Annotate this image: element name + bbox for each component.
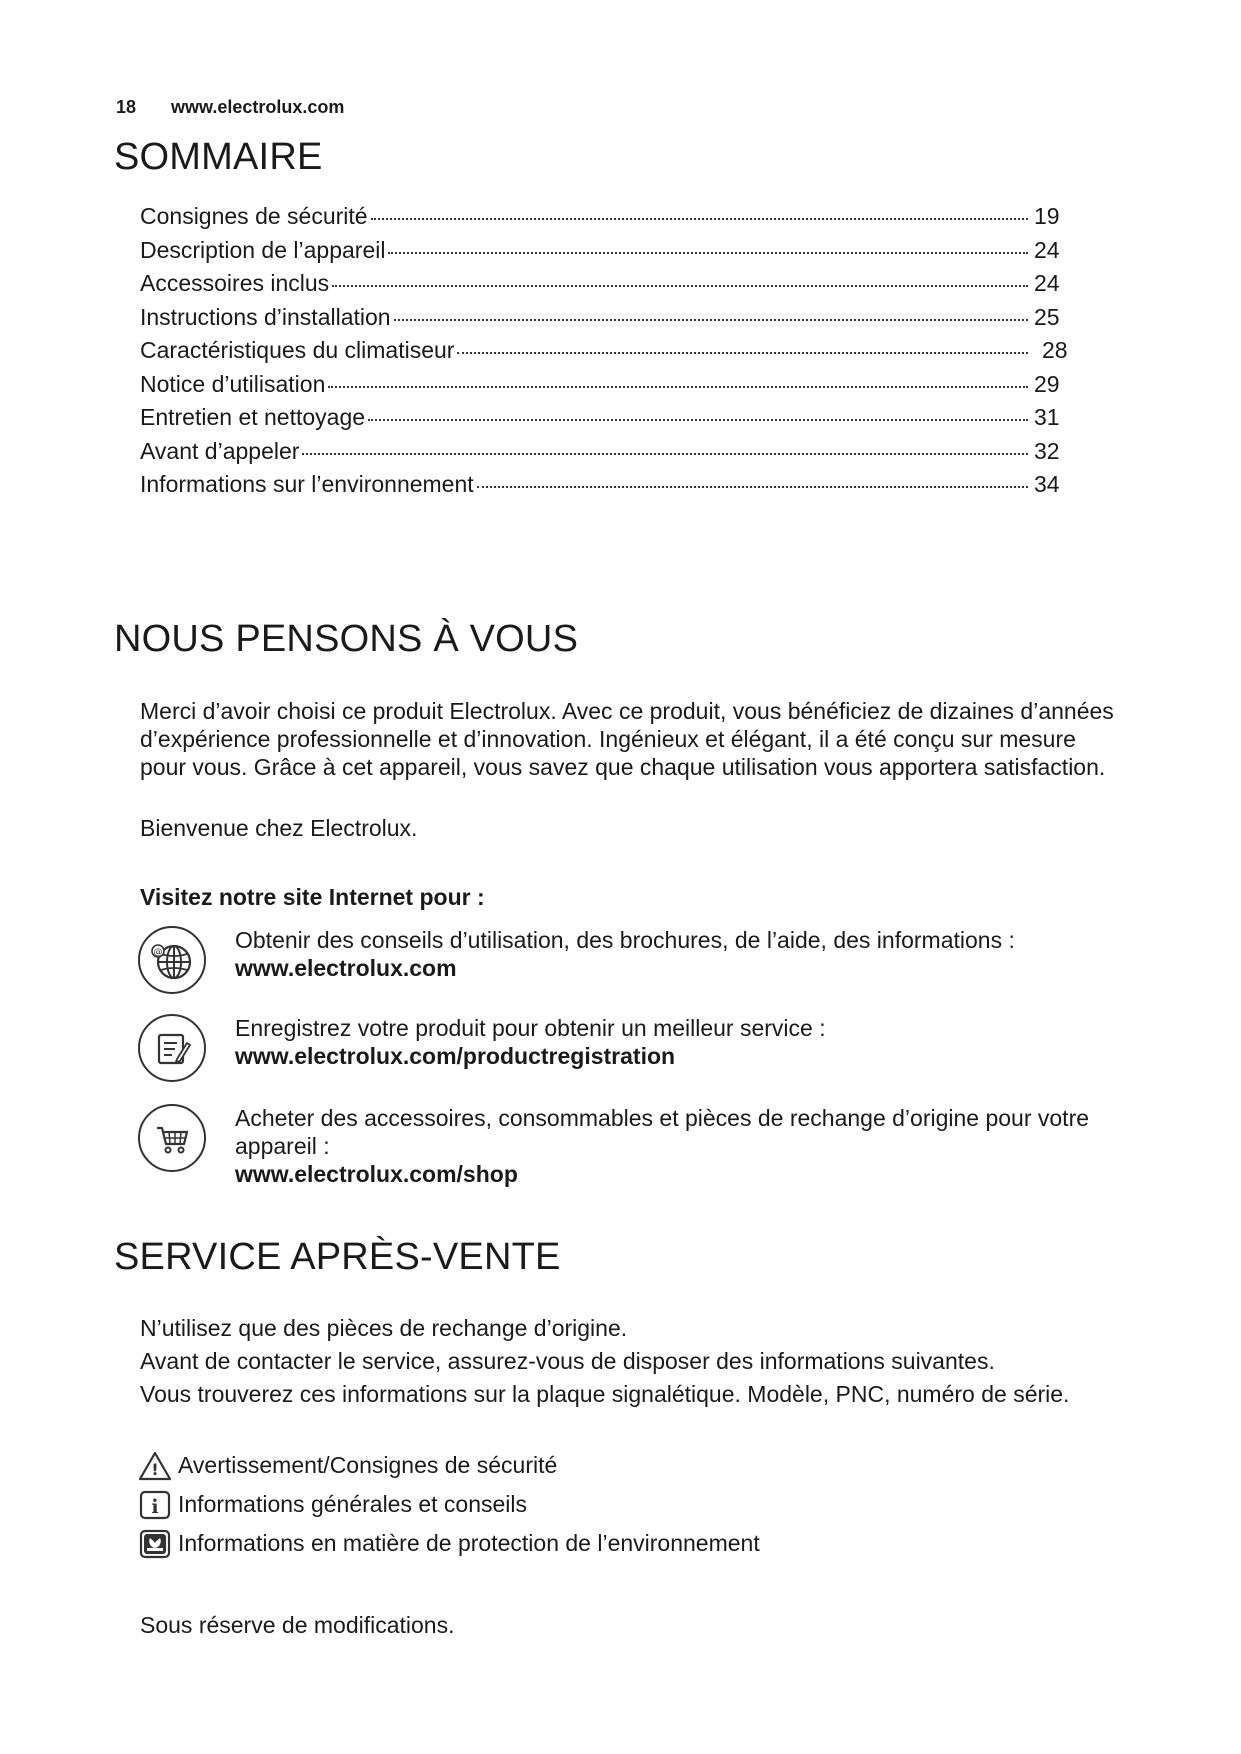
toc-entry[interactable] xyxy=(140,304,1070,338)
info-icon xyxy=(138,1489,172,1521)
toc-entry[interactable] xyxy=(140,371,1070,405)
toc-leader-dots xyxy=(457,350,1028,354)
service-line: N’utilisez que des pièces de rechange d’origine. xyxy=(140,1315,628,1341)
toc-entry[interactable] xyxy=(140,404,1070,438)
toc-entry-page: 29 xyxy=(1034,370,1060,397)
svg-text:@: @ xyxy=(153,947,163,958)
toc-leader-dots xyxy=(332,283,1028,287)
toc-leader-dots xyxy=(388,250,1028,254)
registration-icon xyxy=(138,1014,206,1082)
legend-item xyxy=(138,1485,760,1524)
toc-entry-label: Entretien et nettoyage xyxy=(140,404,366,430)
toc-entry-page: 25 xyxy=(1034,303,1060,330)
legend-item xyxy=(138,1446,760,1485)
sommaire-title: SOMMAIRE xyxy=(114,136,323,178)
toc-entry-page: 19 xyxy=(1034,203,1060,229)
toc-entry-page: 24 xyxy=(1034,236,1060,263)
intro-paragraph: Merci d’avoir choisi ce produit Electrolux. Avec ce produit, vous bénéficiez de dizaines d’années d’expérience professionnelle et d’innovation. Ingénieux et élégant, il a été conçu sur mesure pour vous. Grâce à cet appareil, vous savez que chaque utilisation vous apportera satisfaction. xyxy=(140,698,1114,780)
page-header xyxy=(116,97,344,118)
toc-entry-label: Accessoires inclus xyxy=(140,270,330,296)
globe-icon xyxy=(138,926,206,994)
electrolux-website-link[interactable]: www.electrolux.com xyxy=(235,955,457,981)
shopping-cart-icon xyxy=(138,1104,206,1172)
toc-entry-label: Consignes de sécurité xyxy=(140,203,368,229)
toc-leader-dots xyxy=(302,451,1028,455)
toc-entry-page: 34 xyxy=(1034,471,1060,497)
visit-item-description: Obtenir des conseils d’utilisation, des brochures, de l’aide, des informations : xyxy=(235,927,1015,953)
legend-text: Informations en matière de protection de l’environnement xyxy=(178,1530,760,1556)
warning-icon xyxy=(138,1450,172,1482)
toc-entry[interactable] xyxy=(140,237,1070,271)
legend-item xyxy=(138,1524,760,1563)
svg-text:!: ! xyxy=(151,1459,159,1479)
toc-entry[interactable] xyxy=(140,337,1070,371)
visit-item-text xyxy=(235,1014,1115,1070)
legend-text: Informations générales et conseils xyxy=(178,1491,528,1517)
symbol-legend xyxy=(138,1446,760,1563)
service-title: SERVICE APRÈS-VENTE xyxy=(114,1236,561,1278)
toc-leader-dots xyxy=(371,216,1028,220)
header-website-link[interactable]: www.electrolux.com xyxy=(171,97,345,117)
table-of-contents xyxy=(140,203,1070,505)
shop-link[interactable]: www.electrolux.com/shop xyxy=(235,1161,518,1187)
toc-entry[interactable] xyxy=(140,471,1070,505)
toc-entry-label: Description de l’appareil xyxy=(140,236,386,263)
toc-entry-label: Notice d’utilisation xyxy=(140,370,326,397)
welcome-text: Bienvenue chez Electrolux. xyxy=(140,815,418,841)
toc-leader-dots xyxy=(477,484,1028,488)
service-line: Vous trouverez ces informations sur la plaque signalétique. Modèle, PNC, numéro de série. xyxy=(140,1381,1070,1407)
toc-entry-label: Instructions d’installation xyxy=(140,303,391,330)
svg-text:i: i xyxy=(151,1495,159,1518)
product-registration-link[interactable]: www.electrolux.com/productregistration xyxy=(235,1043,676,1069)
environment-icon xyxy=(138,1528,172,1560)
toc-entry-page: 32 xyxy=(1034,437,1060,464)
toc-leader-dots xyxy=(368,417,1028,421)
page-number: 18 xyxy=(116,97,137,117)
toc-entry-page: 28 xyxy=(1042,337,1068,363)
visit-item-description: Enregistrez votre produit pour obtenir un meilleur service : xyxy=(235,1015,826,1041)
visit-item-description: Acheter des accessoires, consommables et pièces de rechange d’origine pour votre appareil : xyxy=(235,1105,1090,1159)
toc-entry-page: 31 xyxy=(1034,404,1060,430)
toc-entry-label: Informations sur l’environnement xyxy=(140,471,474,497)
visit-website-heading: Visitez notre site Internet pour : xyxy=(140,884,485,910)
visit-item-text xyxy=(235,926,1115,982)
toc-entry[interactable] xyxy=(140,203,1070,237)
toc-entry-page: 24 xyxy=(1034,270,1060,296)
nous-pensons-title: NOUS PENSONS À VOUS xyxy=(114,618,579,660)
toc-entry-label: Caractéristiques du climatiseur xyxy=(140,337,455,363)
modifications-note: Sous réserve de modifications. xyxy=(140,1612,455,1638)
toc-leader-dots xyxy=(394,317,1028,321)
toc-entry-label: Avant d’appeler xyxy=(140,437,300,464)
visit-item-text xyxy=(235,1104,1115,1188)
service-line: Avant de contacter le service, assurez-vous de disposer des informations suivantes. xyxy=(140,1348,995,1374)
toc-leader-dots xyxy=(328,384,1028,388)
toc-entry[interactable] xyxy=(140,270,1070,304)
legend-text: Avertissement/Consignes de sécurité xyxy=(178,1452,558,1478)
toc-entry[interactable] xyxy=(140,438,1070,472)
